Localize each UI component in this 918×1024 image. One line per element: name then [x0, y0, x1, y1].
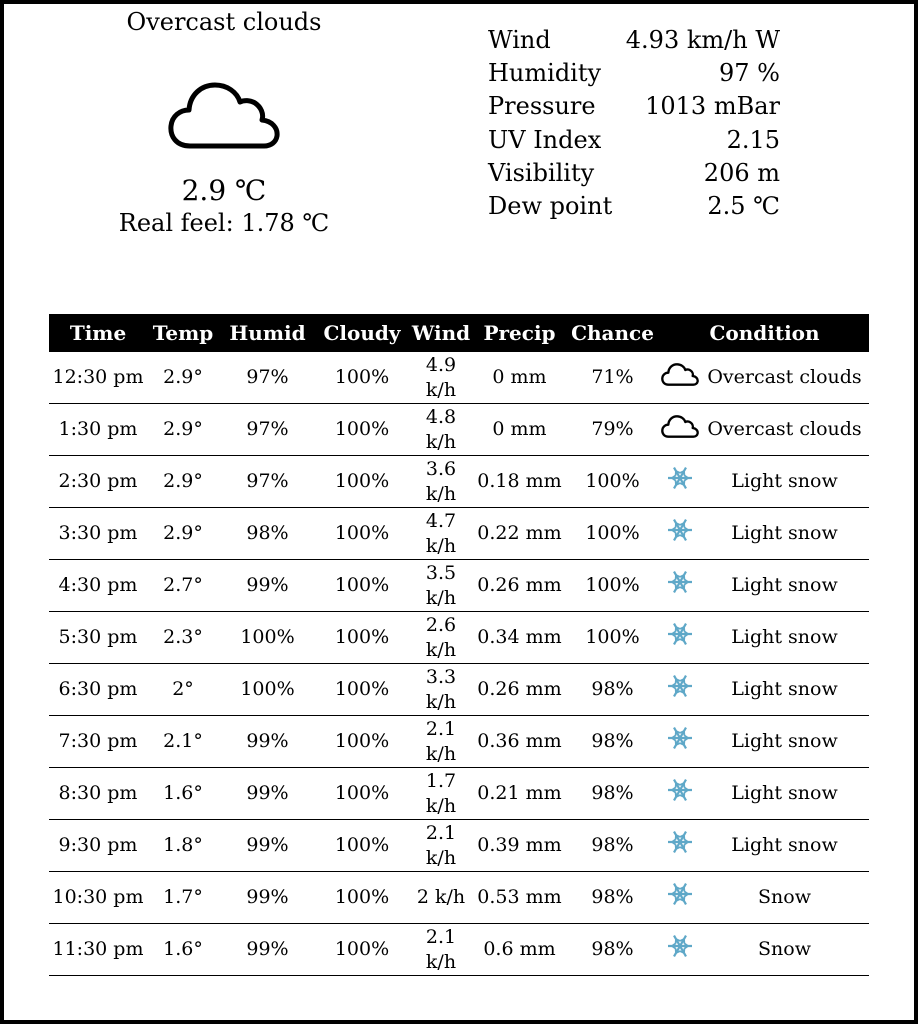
- cell-precip: 0.34 mm: [474, 612, 565, 664]
- cell-temp: 1.6°: [147, 924, 219, 976]
- current-temperature: 2.9 ℃: [181, 174, 267, 207]
- cell-wind: 4.7 k/h: [408, 508, 474, 560]
- header-time: Time: [49, 314, 147, 352]
- cloud-icon: [100, 64, 348, 164]
- cell-temp: 2.7°: [147, 560, 219, 612]
- cell-humid: 100%: [219, 664, 316, 716]
- cell-precip: 0.39 mm: [474, 820, 565, 872]
- cell-temp: 2°: [147, 664, 219, 716]
- cell-wind: 3.3 k/h: [408, 664, 474, 716]
- cell-humid: 97%: [219, 456, 316, 508]
- cell-precip: 0.26 mm: [474, 664, 565, 716]
- cell-condition: Overcast clouds: [700, 352, 869, 404]
- header-wind: Wind: [408, 314, 474, 352]
- cell-temp: 2.9°: [147, 508, 219, 560]
- header-chance: Chance: [565, 314, 660, 352]
- cell-condition: Light snow: [700, 664, 869, 716]
- cell-cloudy: 100%: [316, 404, 408, 456]
- detail-label: Dew point: [488, 191, 613, 220]
- detail-value: 4.93 km/h W: [625, 26, 780, 54]
- detail-label: Visibility: [488, 158, 595, 187]
- cell-time: 6:30 pm: [49, 664, 147, 716]
- cell-wind: 4.8 k/h: [408, 404, 474, 456]
- cell-chance: 98%: [565, 664, 660, 716]
- cell-condition: Light snow: [700, 456, 869, 508]
- cell-wind: 2.6 k/h: [408, 612, 474, 664]
- cell-cloudy: 100%: [316, 560, 408, 612]
- snowflake-icon: [660, 872, 700, 924]
- cell-wind: 2.1 k/h: [408, 820, 474, 872]
- cell-humid: 97%: [219, 404, 316, 456]
- cell-condition: Light snow: [700, 820, 869, 872]
- cell-humid: 97%: [219, 352, 316, 404]
- cell-time: 5:30 pm: [49, 612, 147, 664]
- detail-dew-point: [488, 190, 780, 223]
- table-row: [49, 560, 869, 612]
- snowflake-icon: [660, 560, 700, 612]
- cell-wind: 2.1 k/h: [408, 924, 474, 976]
- cell-precip: 0 mm: [474, 352, 565, 404]
- cell-time: 7:30 pm: [49, 716, 147, 768]
- detail-label: Pressure: [488, 92, 596, 121]
- snowflake-icon: [660, 768, 700, 820]
- table-row: [49, 924, 869, 976]
- cell-chance: 100%: [565, 560, 660, 612]
- cell-temp: 2.9°: [147, 352, 219, 404]
- cell-condition: Overcast clouds: [700, 404, 869, 456]
- table-header: [49, 314, 869, 352]
- detail-value: 1013 mBar: [645, 92, 780, 121]
- cell-time: 3:30 pm: [49, 508, 147, 560]
- table-row: [49, 820, 869, 872]
- cell-chance: 100%: [565, 456, 660, 508]
- header-cloudy: Cloudy: [316, 314, 408, 352]
- cell-cloudy: 100%: [316, 820, 408, 872]
- cell-cloudy: 100%: [316, 664, 408, 716]
- cell-precip: 0.18 mm: [474, 456, 565, 508]
- cell-condition: Light snow: [700, 716, 869, 768]
- cell-cloudy: 100%: [316, 872, 408, 924]
- table-row: [49, 508, 869, 560]
- cell-precip: 0.6 mm: [474, 924, 565, 976]
- cell-chance: 98%: [565, 716, 660, 768]
- snowflake-icon: [660, 456, 700, 508]
- detail-uv-index: [488, 124, 780, 157]
- real-feel: Real feel: 1.78 ℃: [118, 209, 330, 237]
- header-temp: Temp: [147, 314, 219, 352]
- cloud-icon: [660, 352, 700, 404]
- cell-humid: 99%: [219, 768, 316, 820]
- cell-time: 1:30 pm: [49, 404, 147, 456]
- cell-humid: 99%: [219, 924, 316, 976]
- detail-value: 2.5 ℃: [707, 191, 780, 220]
- cell-condition: Snow: [700, 872, 869, 924]
- cell-wind: 4.9 k/h: [408, 352, 474, 404]
- cell-cloudy: 100%: [316, 352, 408, 404]
- cell-humid: 99%: [219, 560, 316, 612]
- cell-wind: 3.5 k/h: [408, 560, 474, 612]
- header-precip: Precip: [474, 314, 565, 352]
- detail-humidity: [488, 57, 780, 90]
- cell-cloudy: 100%: [316, 924, 408, 976]
- detail-label: Wind: [488, 26, 551, 54]
- cell-chance: 100%: [565, 612, 660, 664]
- cell-chance: 98%: [565, 924, 660, 976]
- cell-humid: 99%: [219, 716, 316, 768]
- cell-condition: Light snow: [700, 768, 869, 820]
- cell-chance: 79%: [565, 404, 660, 456]
- table-row: [49, 456, 869, 508]
- cell-condition: Light snow: [700, 508, 869, 560]
- current-conditions: [100, 6, 348, 238]
- detail-value: 2.15: [726, 125, 780, 154]
- cell-precip: 0.21 mm: [474, 768, 565, 820]
- cell-condition: Light snow: [700, 612, 869, 664]
- cell-temp: 2.9°: [147, 456, 219, 508]
- table-row: [49, 612, 869, 664]
- cell-cloudy: 100%: [316, 508, 408, 560]
- detail-visibility: [488, 157, 780, 190]
- cell-wind: 2 k/h: [408, 872, 474, 924]
- cell-precip: 0.53 mm: [474, 872, 565, 924]
- table-row: [49, 664, 869, 716]
- cell-precip: 0.22 mm: [474, 508, 565, 560]
- cell-temp: 2.1°: [147, 716, 219, 768]
- cell-cloudy: 100%: [316, 612, 408, 664]
- snowflake-icon: [660, 508, 700, 560]
- cell-temp: 1.7°: [147, 872, 219, 924]
- cell-condition: Snow: [700, 924, 869, 976]
- cell-time: 11:30 pm: [49, 924, 147, 976]
- cell-precip: 0.36 mm: [474, 716, 565, 768]
- table-row: [49, 352, 869, 404]
- table-row: [49, 872, 869, 924]
- cell-wind: 1.7 k/h: [408, 768, 474, 820]
- cell-cloudy: 100%: [316, 456, 408, 508]
- cell-time: 4:30 pm: [49, 560, 147, 612]
- cell-humid: 100%: [219, 612, 316, 664]
- cell-precip: 0 mm: [474, 404, 565, 456]
- cell-humid: 99%: [219, 820, 316, 872]
- cell-wind: 2.1 k/h: [408, 716, 474, 768]
- detail-label: UV Index: [488, 125, 602, 154]
- cell-temp: 1.6°: [147, 768, 219, 820]
- cell-chance: 98%: [565, 820, 660, 872]
- header-humid: Humid: [219, 314, 316, 352]
- snowflake-icon: [660, 716, 700, 768]
- detail-pressure: [488, 90, 780, 123]
- cell-time: 10:30 pm: [49, 872, 147, 924]
- cell-time: 8:30 pm: [49, 768, 147, 820]
- cell-time: 9:30 pm: [49, 820, 147, 872]
- cloud-icon: [660, 404, 700, 456]
- cell-wind: 3.6 k/h: [408, 456, 474, 508]
- details-panel: [488, 24, 780, 223]
- cell-temp: 2.9°: [147, 404, 219, 456]
- cell-time: 2:30 pm: [49, 456, 147, 508]
- cell-chance: 98%: [565, 872, 660, 924]
- snowflake-icon: [660, 612, 700, 664]
- cell-humid: 98%: [219, 508, 316, 560]
- hourly-forecast-table: [49, 314, 869, 976]
- detail-label: Humidity: [488, 59, 602, 88]
- current-condition: Overcast clouds: [126, 8, 322, 36]
- cell-cloudy: 100%: [316, 716, 408, 768]
- table-row: [49, 768, 869, 820]
- cell-time: 12:30 pm: [49, 352, 147, 404]
- cell-chance: 71%: [565, 352, 660, 404]
- cell-temp: 1.8°: [147, 820, 219, 872]
- cell-chance: 100%: [565, 508, 660, 560]
- table-body: [49, 352, 869, 976]
- cell-humid: 99%: [219, 872, 316, 924]
- cell-cloudy: 100%: [316, 768, 408, 820]
- snowflake-icon: [660, 664, 700, 716]
- cell-precip: 0.26 mm: [474, 560, 565, 612]
- detail-value: 206 m: [703, 158, 780, 187]
- table-row: [49, 716, 869, 768]
- snowflake-icon: [660, 820, 700, 872]
- header-condition: Condition: [660, 314, 869, 352]
- snowflake-icon: [660, 924, 700, 976]
- table-row: [49, 404, 869, 456]
- detail-wind: [488, 24, 780, 57]
- cell-chance: 98%: [565, 768, 660, 820]
- detail-value: 97 %: [719, 59, 780, 88]
- cell-temp: 2.3°: [147, 612, 219, 664]
- cell-condition: Light snow: [700, 560, 869, 612]
